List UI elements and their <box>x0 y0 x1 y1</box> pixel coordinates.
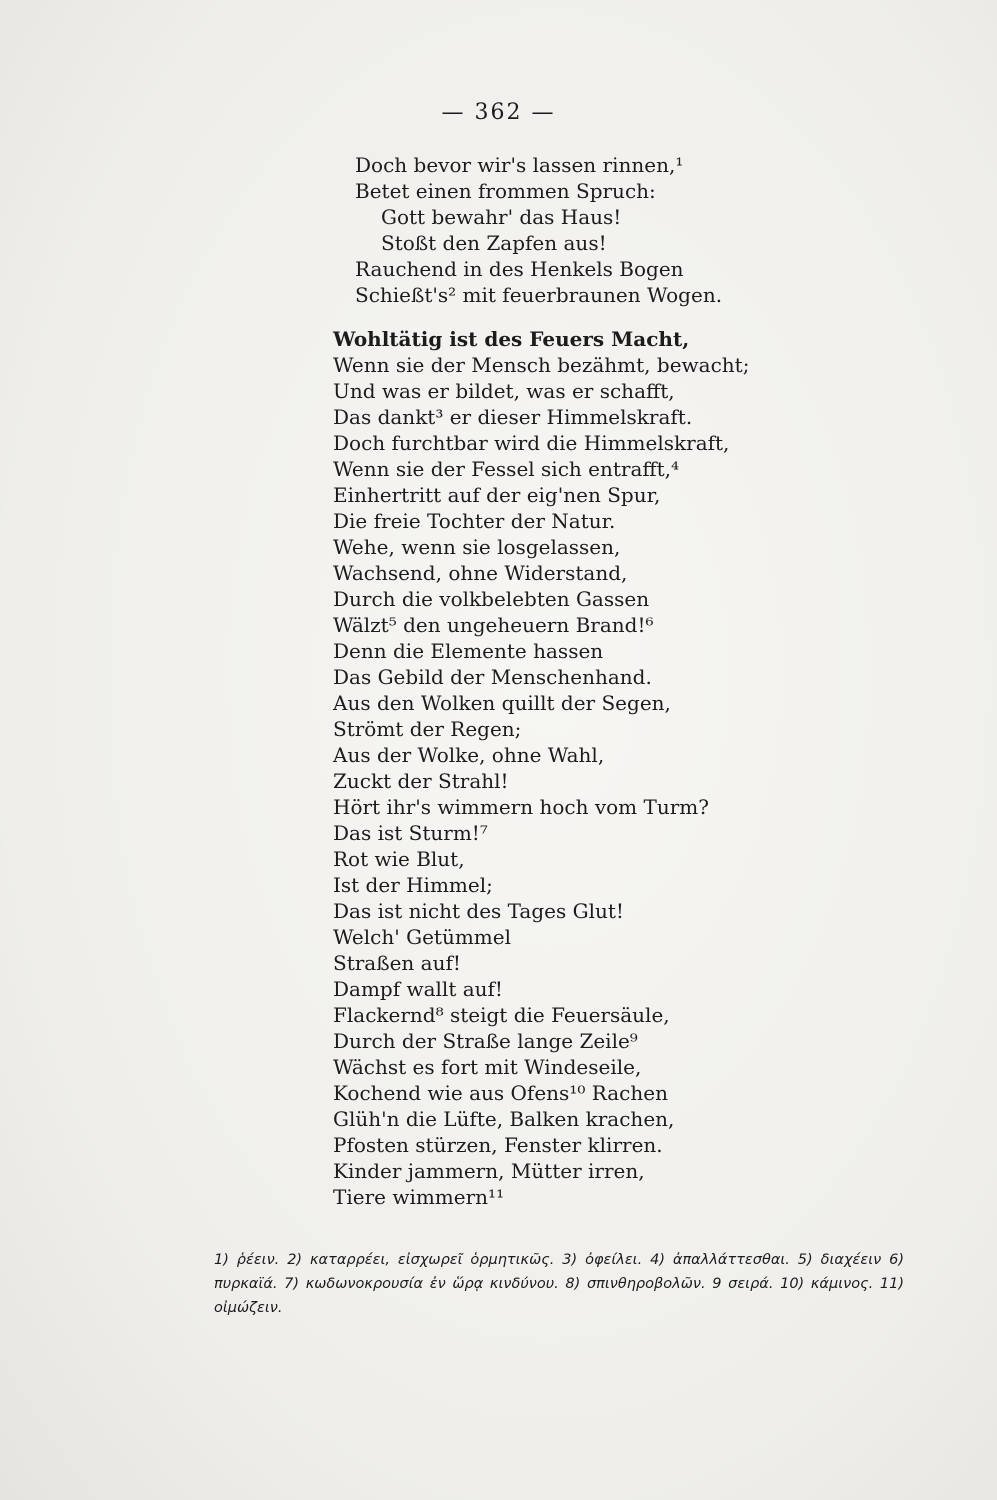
verse-line: Kochend wie aus Ofens¹⁰ Rachen <box>333 1081 668 1105</box>
verse-line: Aus der Wolke, ohne Wahl, <box>333 743 605 767</box>
verse-line: Strömt der Regen; <box>333 717 522 741</box>
verse-line: Straßen auf! <box>333 951 461 975</box>
page-number: — 362 — <box>441 100 556 125</box>
verse-line: Das ist nicht des Tages Glut! <box>333 899 624 923</box>
verse-line: Flackernd⁸ steigt die Feuersäule, <box>333 1003 670 1027</box>
verse-line: Ist der Himmel; <box>333 873 493 897</box>
verse-line: Wälzt⁵ den ungeheuern Brand!⁶ <box>333 613 654 637</box>
verse-line: Doch bevor wir's lassen rinnen,¹ <box>355 153 684 177</box>
verse-line: Dampf wallt auf! <box>333 977 503 1001</box>
verse-line: Die freie Tochter der Natur. <box>333 509 616 533</box>
verse-line: Durch die volkbelebten Gassen <box>333 587 650 611</box>
verse-line: Rot wie Blut, <box>333 847 465 871</box>
verse-line: Wehe, wenn sie losgelassen, <box>333 535 621 559</box>
verse-line: Durch der Straße lange Zeile⁹ <box>333 1029 638 1053</box>
verse-line: Stoßt den Zapfen aus! <box>381 231 607 255</box>
verse-line: Aus den Wolken quillt der Segen, <box>333 691 671 715</box>
stanza-2 <box>333 326 749 1210</box>
verse-line: Pfosten stürzen, Fenster klirren. <box>333 1133 663 1157</box>
verse-line: Das ist Sturm!⁷ <box>333 821 488 845</box>
verse-line: Wohltätig ist des Feuers Macht, <box>333 327 690 351</box>
verse-line: Das dankt³ er dieser Himmelskraft. <box>333 405 693 429</box>
verse-line: Doch furchtbar wird die Himmelskraft, <box>333 431 730 455</box>
verse-line: Glüh'n die Lüfte, Balken krachen, <box>333 1107 675 1131</box>
verse-line: Betet einen frommen Spruch: <box>355 179 656 203</box>
verse-line: Wächst es fort mit Windeseile, <box>333 1055 642 1079</box>
verse-line: Denn die Elemente hassen <box>333 639 604 663</box>
verse-line: Tiere wimmern¹¹ <box>333 1185 505 1209</box>
verse-line: Das Gebild der Menschenhand. <box>333 665 652 689</box>
verse-line: Rauchend in des Henkels Bogen <box>355 257 684 281</box>
verse-line: Wenn sie der Mensch bezähmt, bewacht; <box>333 353 750 377</box>
verse-line: Wenn sie der Fessel sich entrafft,⁴ <box>333 457 679 481</box>
verse-line: Welch' Getümmel <box>333 925 511 949</box>
verse-line: Gott bewahr' das Haus! <box>381 205 622 229</box>
verse-line: Einhertritt auf der eig'nen Spur, <box>333 483 661 507</box>
verse-line: Schießt's² mit feuerbraunen Wogen. <box>355 283 723 307</box>
footnotes <box>214 1248 904 1320</box>
verse-line: Wachsend, ohne Widerstand, <box>333 561 628 585</box>
verse-line: Zuckt der Strahl! <box>333 769 509 793</box>
footnote-text: 1) ῥέειν. 2) καταρρέει, εἰσχωρεῖ ὁρμητικῶς. 3) ὀφείλει. 4) ἀπαλλάττεσθαι. 5) διαχέειν 6) πυρκαϊά. 7) κωδωνοκρουσία ἐν ὥρᾳ κινδύνου. 8) σπινθηροβολῶν. 9 σειρά. 10) κάμινος. 11) οἰμώζειν. <box>214 1252 904 1316</box>
verse-line: Und was er bildet, was er schafft, <box>333 379 675 403</box>
verse-line: Kinder jammern, Mütter irren, <box>333 1159 645 1183</box>
verse-line: Hört ihr's wimmern hoch vom Turm? <box>333 795 709 819</box>
stanza-1 <box>355 152 722 308</box>
